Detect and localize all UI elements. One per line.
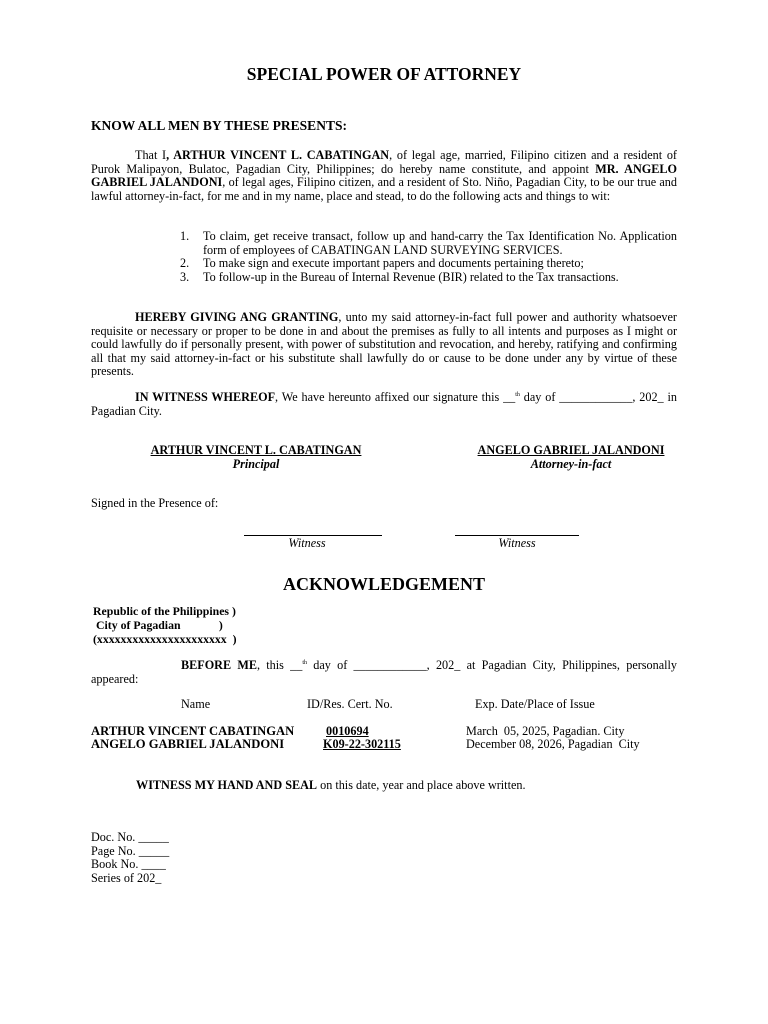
ordinal-suffix: th — [515, 392, 520, 398]
notarial-register — [91, 831, 169, 885]
witness-label-1: Witness — [288, 536, 326, 550]
acts-list — [180, 230, 677, 284]
book-no: Book No. ____ — [91, 857, 166, 872]
before-me-text-1: , this __ — [257, 658, 303, 672]
page-no: Page No. _____ — [91, 843, 170, 858]
row-2-exp: December 08, 2026, Pagadian City — [466, 737, 640, 751]
attorney-signature-name: ANGELO GABRIEL JALANDONI — [477, 443, 665, 457]
doc-no: Doc. No. _____ — [91, 830, 169, 844]
intro-text-4: , of legal ages, Filipino citizen, and a resident of Sto. Niño, Pagadian City, to be our true and lawful attorney-in-fact, for me and in my name, place and stead, to do the following acts and things to wit: — [91, 175, 677, 203]
before-me-lead: BEFORE ME — [181, 658, 257, 672]
list-text: To claim, get receive transact, follow up and hand-carry the Tax Identification No. Application form of employees of CABATINGAN LAND SURVEYING SERVICES. — [203, 229, 677, 257]
attorney-role: Attorney-in-fact — [530, 456, 612, 471]
intro-paragraph — [91, 149, 677, 203]
row-1-id: 0010694 — [326, 724, 369, 738]
venue-line-1: Republic of the Philippines ) — [93, 604, 236, 618]
series-year: Series of 202_ — [91, 870, 162, 885]
header-exp: Exp. Date/Place of Issue — [475, 697, 595, 711]
row-1-name: ARTHUR VINCENT CABATINGAN — [91, 724, 295, 738]
witness-whereof-text-2: day of ____________, 202_ in Pagadian City. — [91, 390, 677, 418]
witness-hand-lead: WITNESS MY HAND AND SEAL — [136, 778, 318, 792]
granting-lead: HEREBY GIVING ANG GRANTING — [135, 310, 339, 324]
intro-text-2: , of legal age, married, Filipino citizen and a resident of Purok Malipayon, Bulatoc, Pagadian City, Philippines — [91, 148, 677, 176]
granting-paragraph — [91, 311, 677, 379]
intro-text-3: ; do hereby name constitute, and appoint — [371, 161, 596, 176]
row-2-name: ANGELO GABRIEL JALANDONI — [91, 737, 285, 751]
header-name: Name — [181, 697, 211, 711]
principal-role: Principal — [232, 456, 280, 471]
know-all-heading: KNOW ALL MEN BY THESE PRESENTS: — [91, 118, 347, 133]
intro-text-1: That I — [135, 148, 167, 162]
witness-whereof-lead: IN WITNESS WHEREOF — [135, 390, 276, 404]
header-id: ID/Res. Cert. No. — [307, 697, 393, 711]
granting-text: , unto my said attorney-in-fact full power and authority whatsoever requisite or necessary or proper to be done in and about the premises as fully to all intents and purposes as I might or could lawfully do if personally present, with power of substitution and revocation, and hereby, ratifying and confirming all that my said attorney-in-fact or his substitute shall lawfully do or cause to be done under any by virtue of these presents. — [91, 310, 677, 379]
witness-hand-line — [136, 779, 526, 793]
venue-line-3: (xxxxxxxxxxxxxxxxxxxxxx ) — [93, 632, 237, 646]
row-2-id: K09-22-302115 — [323, 737, 401, 751]
document-title: SPECIAL POWER OF ATTORNEY — [246, 64, 522, 84]
before-me-text-2: day of ____________, 202_ at Pagadian City, Philippines, personally appeared: — [91, 658, 677, 686]
list-number: 2. — [180, 256, 190, 271]
list-item — [180, 257, 677, 271]
principal-name: , ARTHUR VINCENT L. CABATINGAN — [166, 148, 390, 162]
principal-signature-block — [130, 444, 382, 471]
before-me-paragraph — [91, 659, 677, 686]
principal-signature-name: ARTHUR VINCENT L. CABATINGAN — [150, 443, 362, 457]
attorney-signature-block — [455, 444, 687, 471]
presence-label: Signed in the Presence of: — [91, 496, 219, 510]
list-item — [180, 271, 677, 285]
list-text: To make sign and execute important papers and documents pertaining thereto; — [203, 256, 584, 271]
witness-whereof-paragraph — [91, 391, 677, 418]
list-item — [180, 230, 677, 257]
list-number: 3. — [180, 269, 190, 284]
witness-label-2: Witness — [498, 536, 536, 550]
venue-line-2: City of Pagadian ) — [96, 618, 223, 632]
acknowledgement-title: ACKNOWLEDGEMENT — [282, 574, 486, 594]
ordinal-suffix: th — [302, 660, 308, 666]
witness-whereof-text-1: , We have hereunto affixed our signature this __ — [275, 390, 516, 404]
row-1-exp: March 05, 2025, Pagadian. City — [466, 724, 625, 738]
list-number: 1. — [180, 229, 190, 243]
witness-hand-text: on this date, year and place above written. — [317, 778, 526, 792]
attorney-name: MR. ANGELO GABRIEL JALANDONI — [91, 161, 678, 190]
venue-block — [93, 604, 237, 646]
list-text: To follow-up in the Bureau of Internal Revenue (BIR) related to the Tax transactions. — [203, 269, 619, 284]
